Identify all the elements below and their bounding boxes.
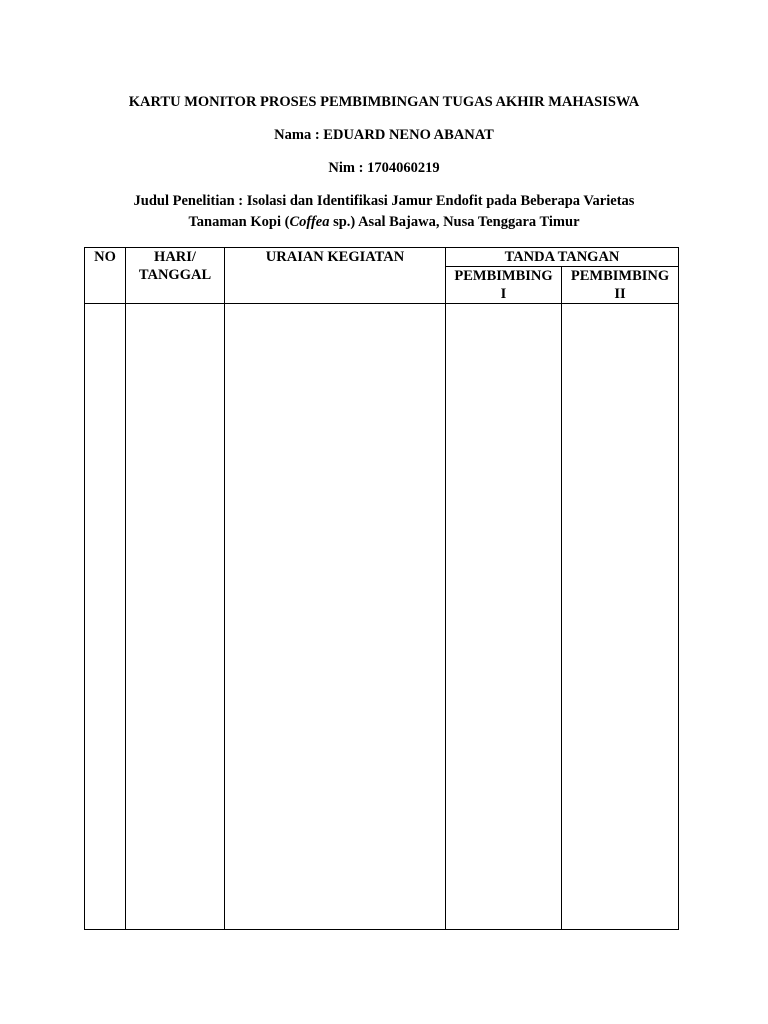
research-title-line-2 (0, 213, 768, 231)
cell-uraian-kegiatan (225, 304, 446, 930)
header-hari-label: HARI/ (154, 249, 196, 265)
table-header-row (85, 248, 679, 267)
header-pembimbing-1 (446, 267, 562, 304)
header-pembimbing-2-label-b: II (614, 286, 626, 302)
student-nim: Nim : 1704060219 (328, 160, 440, 176)
cell-pembimbing-2 (562, 304, 679, 930)
header-pembimbing-1-label-a: PEMBIMBING (454, 268, 553, 284)
table-body-row (85, 304, 679, 930)
header-no-label: NO (94, 249, 116, 265)
header-tanda-tangan (446, 248, 679, 267)
cell-hari-tanggal (126, 304, 225, 930)
header-uraian-label: URAIAN KEGIATAN (265, 249, 405, 265)
header-uraian-kegiatan (225, 248, 446, 304)
research-title-prefix: Tanaman Kopi ( (188, 214, 290, 230)
header-tanda-tangan-label: TANDA TANGAN (504, 249, 620, 265)
header-pembimbing-2-label-a: PEMBIMBING (570, 268, 670, 284)
research-title-line-1: Judul Penelitian : Isolasi dan Identifikasi Jamur Endofit pada Beberapa Varietas (133, 193, 635, 209)
header-pembimbing-1-label-b: I (500, 286, 507, 302)
research-title-species: Coffea (289, 214, 330, 230)
monitor-table (84, 247, 679, 930)
document-title: KARTU MONITOR PROSES PEMBIMBINGAN TUGAS AKHIR MAHASISWA (128, 94, 640, 110)
student-name: Nama : EDUARD NENO ABANAT (274, 127, 494, 143)
header-hari-tanggal (126, 248, 225, 304)
cell-no (85, 304, 126, 930)
header-tanggal-label: TANGGAL (138, 267, 212, 283)
header-pembimbing-2 (562, 267, 679, 304)
cell-pembimbing-1 (446, 304, 562, 930)
header-no (85, 248, 126, 304)
research-title-suffix: sp.) Asal Bajawa, Nusa Tenggara Timur (329, 214, 580, 230)
